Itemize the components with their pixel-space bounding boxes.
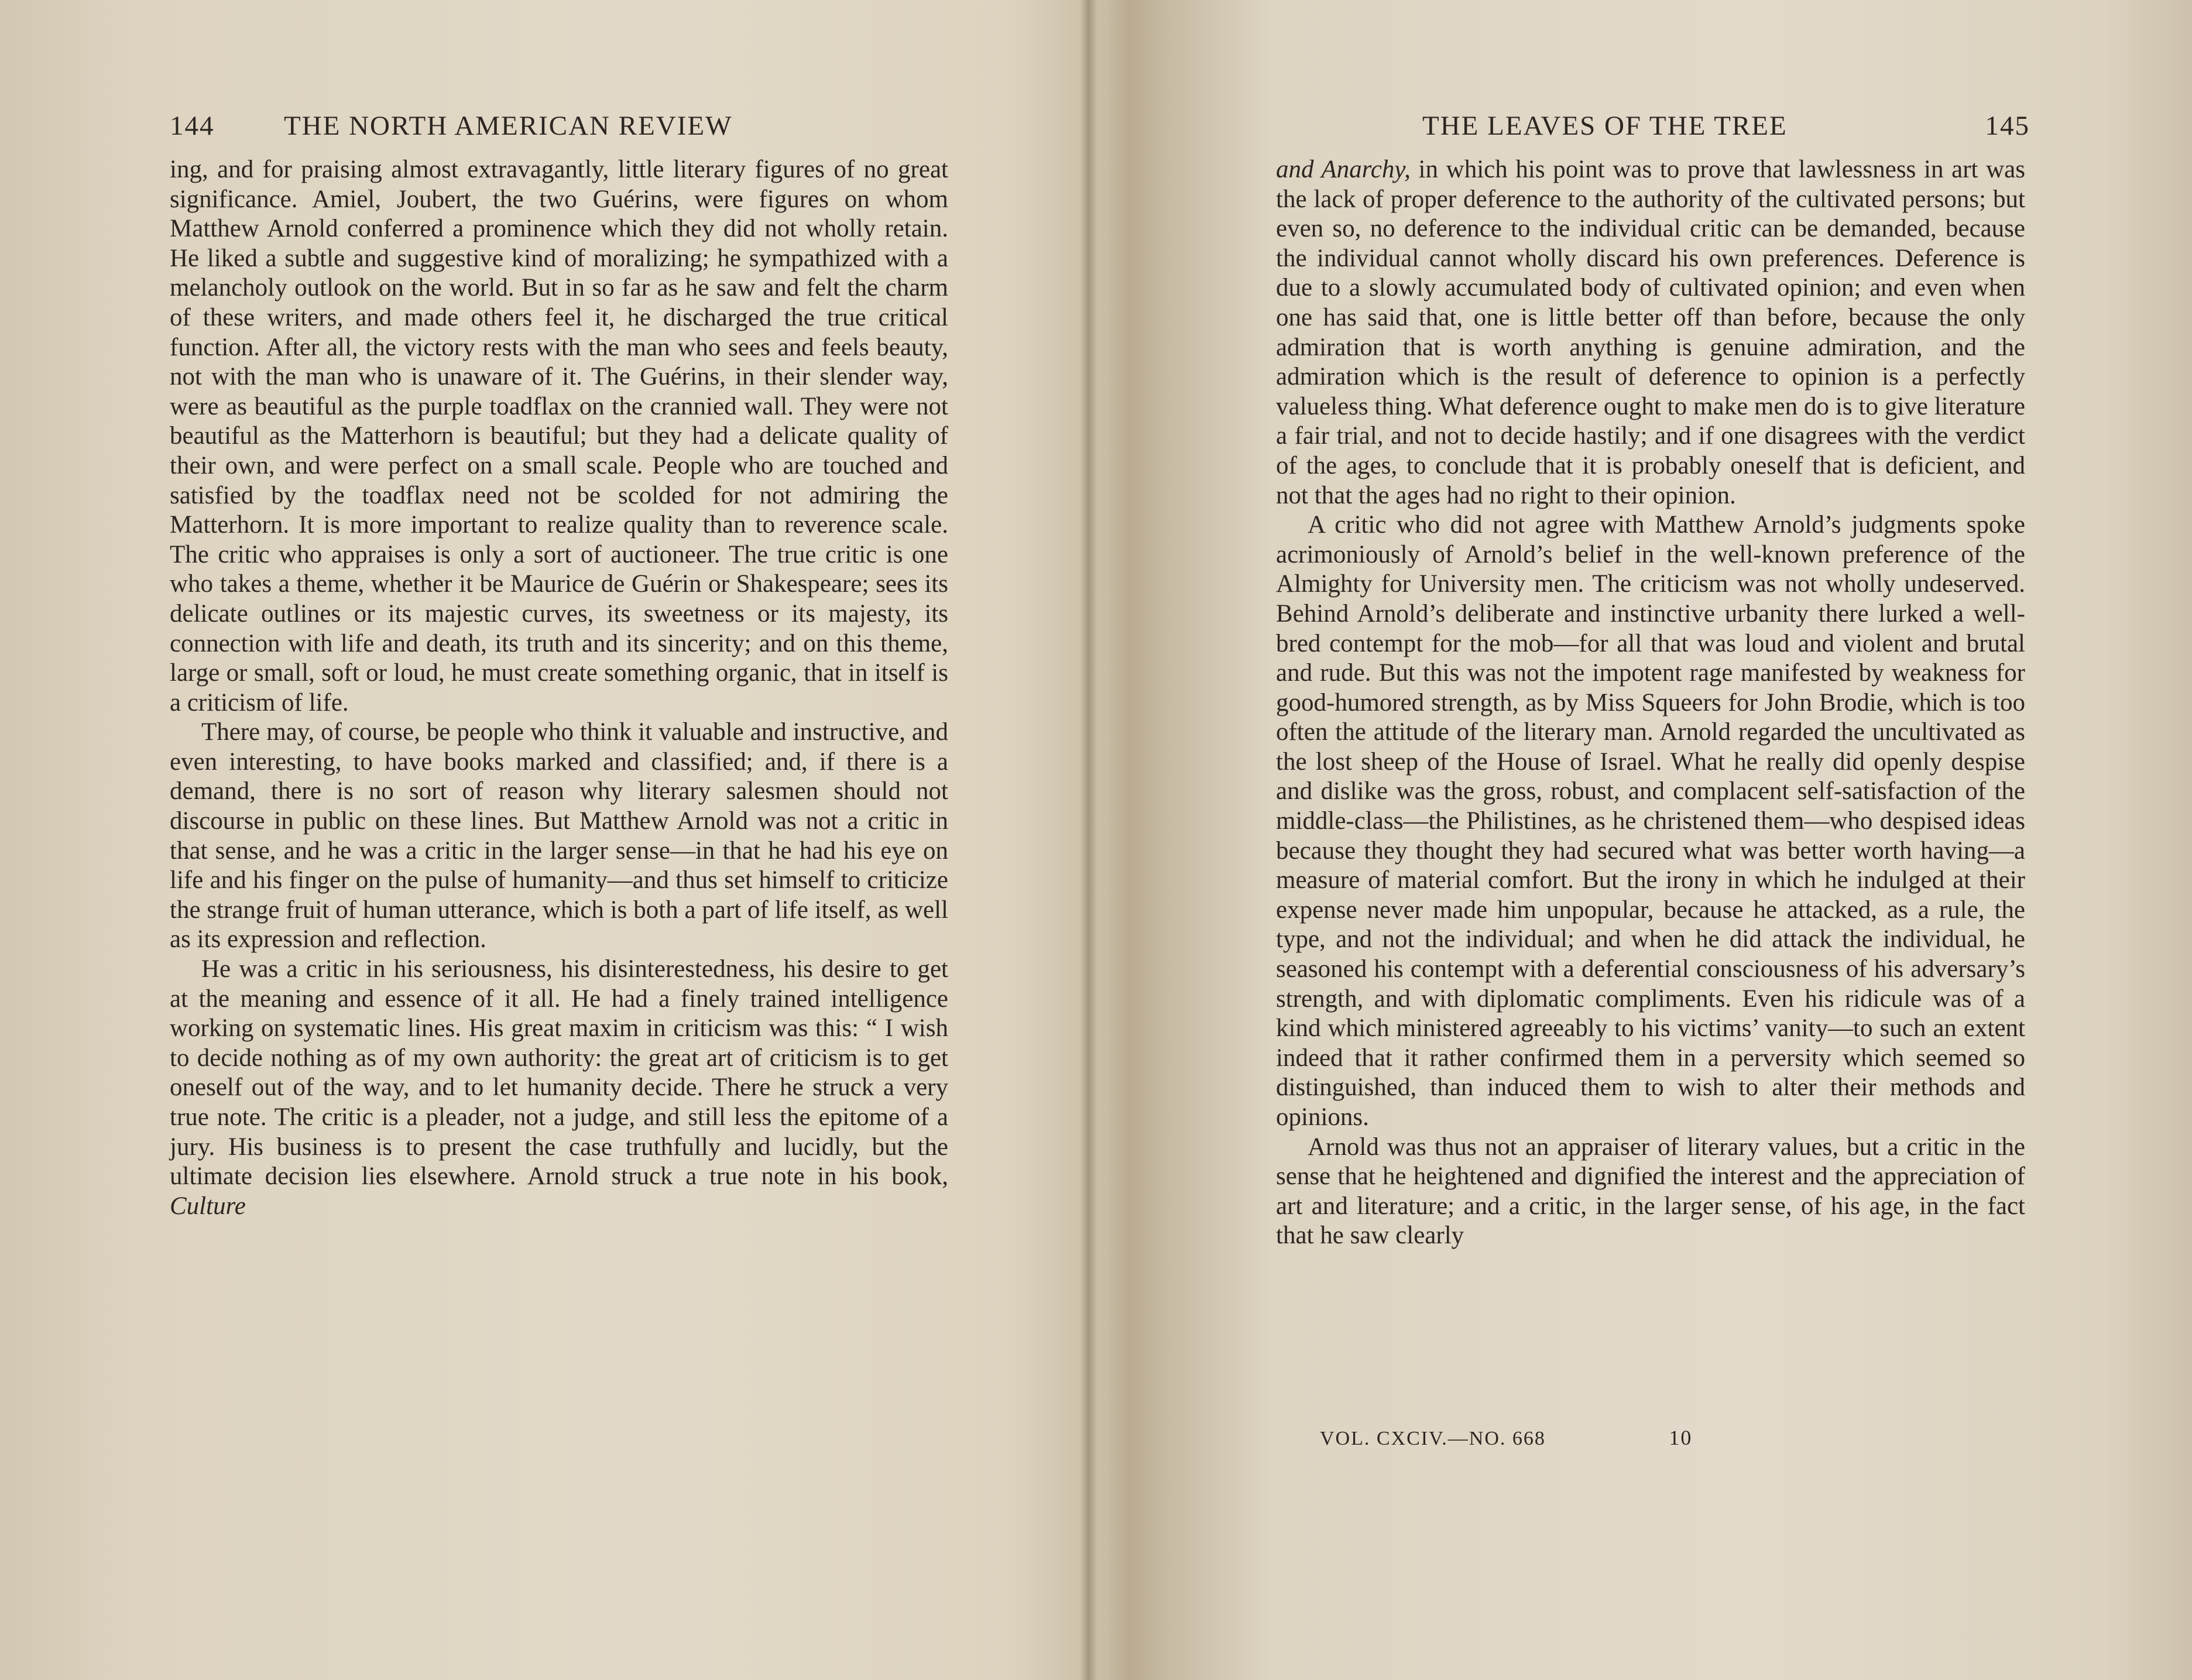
right-paragraph-3 (1276, 1133, 2025, 1251)
left-page (170, 0, 948, 1680)
left-paragraph-3 (170, 955, 948, 1221)
right-running-head: THE LEAVES OF THE TREE (1422, 111, 1788, 141)
right-paragraph-2 (1276, 510, 2025, 1132)
right-page-header (1276, 110, 2030, 145)
right-paragraph-1-text: in which his point was to prove that lawlessness in art was the lack of proper deference to the authority of the cultivated persons; but even so, no deference to the individual critic can be demanded, because the individual cannot wholly discard his own preferences. Deference is due to a slowly accumulated body of cultivated opinion; and even when one has said that, one is little better off than before, because the only admiration that is worth anything is genuine admiration, and the admiration which is the result of deference to opinion is a perfectly valueless thing. What deference ought to make men do is to give literature a fair trial, and not to decide hastily; and if one disagrees with the verdict of the ages, to conclude that it is probably oneself that is deficient, and not that the ages had no right to their opinion. (1276, 156, 2026, 509)
right-page-number: 145 (1985, 111, 2030, 141)
right-page (1276, 0, 2030, 1680)
footer-volume: VOL. CXCIV.—NO. 668 (1320, 1428, 1546, 1449)
right-paragraph-1 (1276, 155, 2025, 510)
left-page-body (170, 155, 948, 1221)
right-paragraph-3-text: Arnold was thus not an appraiser of literary values, but a critic in the sense that he heightened and dignified the interest and the appreciation of art and literature; and a critic, in the larger sense, of his age, in the fact that he saw clearly (1276, 1133, 2025, 1250)
left-paragraph-1 (170, 155, 948, 718)
right-opening-italic: and Anarchy, (1276, 156, 1411, 183)
book-gutter (1080, 0, 1097, 1680)
left-paragraph-2-text: There may, of course, be people who think it valuable and instructive, and even interesting, to have books marked and classified; and, if there is a demand, there is no sort of reason why literary salesmen should not discourse in public on these lines. But Matthew Arnold was not a critic in that sense, and he was a critic in the larger sense—in that he had his eye on life and his finger on the pulse of humanity—and thus set himself to criticize the strange fruit of human utterance, which is both a part of life itself, as well as its expression and reflection. (170, 718, 948, 954)
right-page-body (1276, 155, 2025, 1251)
left-page-header (170, 110, 948, 145)
footer-signature: 10 (1669, 1426, 1693, 1449)
left-running-head: THE NORTH AMERICAN REVIEW (284, 111, 733, 141)
left-paragraph-1-text: ing, and for praising almost extravagantly, little literary figures of no great significance. Amiel, Joubert, the two Guérins, were figures on whom Matthew Arnold conferred a prominence which they did not wholly retain. He liked a subtle and suggestive kind of moralizing; he sympathized with a melancholy outlook on the world. But in so far as he saw and felt the charm of these writers, and made others feel it, he discharged the true critical function. After all, the victory rests with the man who sees and feels beauty, not with the man who is unaware of it. The Guérins, in their slender way, were as beautiful as the purple toadflax on the crannied wall. They were not beautiful as the Matterhorn is beautiful; but they had a delicate quality of their own, and were perfect on a small scale. People who are touched and satisfied by the toadflax need not be scolded for not admiring the Matterhorn. It is more important to realize quality than to reverence scale. The critic who appraises is only a sort of auctioneer. The true critic is one who takes a theme, whether it be Maurice de Guérin or Shakespeare; sees its delicate outlines or its majestic curves, its sweetness or its majesty, its connection with life and death, its truth and its sincerity; and on this theme, large or small, soft or loud, he must create something organic, that in itself is a criticism of life. (170, 156, 948, 716)
left-page-number: 144 (170, 111, 215, 141)
right-page-footer (1320, 1425, 1692, 1450)
right-paragraph-2-text: A critic who did not agree with Matthew Arnold’s judgments spoke acrimoniously of Arnold’s belief in the well-known preference of the Almighty for University men. The criticism was not wholly undeserved. Behind Arnold’s deliberate and instinctive urbanity there lurked a well-bred contempt for the mob—for all that was loud and violent and brutal and rude. But this was not the impotent rage manifested by weakness for good-humored strength, as by Miss Squeers for John Brodie, which is too often the attitude of the literary man. Arnold regarded the uncultivated as the lost sheep of the House of Israel. What he really did openly despise and dislike was the gross, robust, and complacent self-satisfaction of the middle-class—the Philistines, as he christened them—who despised ideas because they thought they had secured what was better worth having—a measure of material comfort. But the irony in which he indulged at their expense never made him unpopular, because he attacked, as a rule, the type, and not the individual; and when he did attack the individual, he seasoned his contempt with a deferential consciousness of his adversary’s strength, and with diplomatic compliments. Even his ridicule was of a kind which ministered agreeably to his victims’ vanity—to such an extent indeed that it rather confirmed them in a perversity which seemed so distinguished, than induced them to wish to alter their methods and opinions. (1276, 511, 2025, 1131)
left-paragraph-2 (170, 718, 948, 955)
left-paragraph-3-text: He was a critic in his seriousness, his disinterestedness, his desire to get at the meaning and essence of it all. He had a finely trained intelligence working on systematic lines. His great maxim in criticism was this: “ I wish to decide nothing as of my own authority: the great art of criticism is to get oneself out of the way, and to let humanity decide. There he struck a very true note. The critic is a pleader, not a judge, and still less the epitome of a jury. His business is to present the case truthfully and lucidly, but the ultimate decision lies elsewhere. Arnold struck a true note in his book, (170, 955, 948, 1191)
left-closing-italic: Culture (170, 1192, 246, 1220)
